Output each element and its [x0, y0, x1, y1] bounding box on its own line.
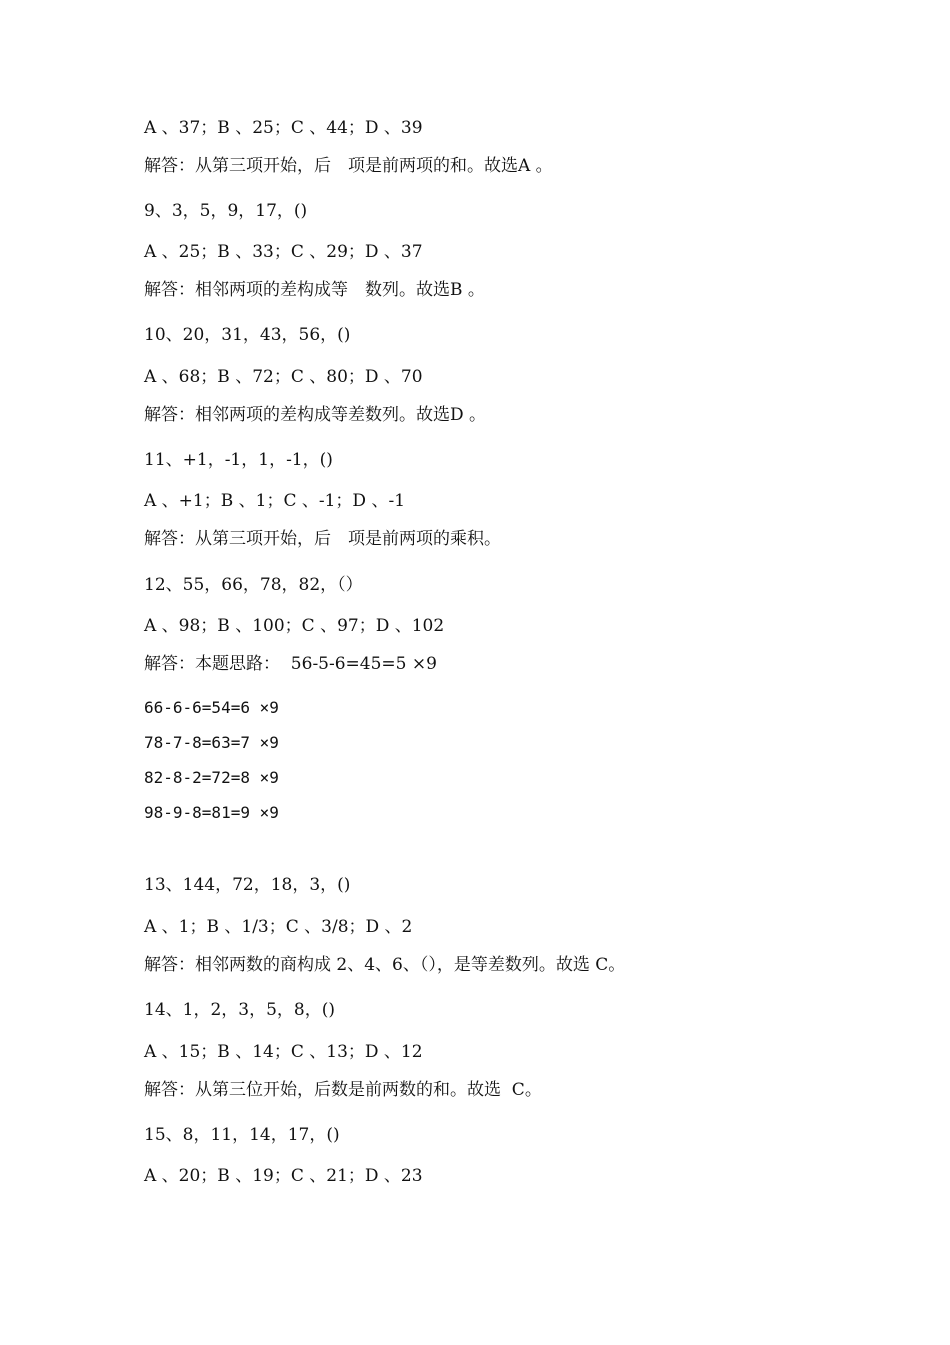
- options-line-q10: A 、68；B 、72；C 、80；D 、70: [144, 367, 423, 387]
- question-line-q13: 13、144，72，18，3，(): [144, 875, 351, 895]
- question-line-q10: 10、20，31，43，56，(): [144, 325, 351, 345]
- answer-line-q13: 解答：相邻两数的商构成 2、4、6、（），是等差数列。故选 C。: [144, 955, 626, 975]
- calc-line: 78-7-8=63=7 ×9: [144, 733, 279, 752]
- options-line-q8: A 、37；B 、25；C 、44；D 、39: [144, 118, 423, 138]
- question-line-q14: 14、1，2，3，5，8，(): [144, 1000, 335, 1020]
- answer-line-q12: 解答：本题思路： 56-5-6=45=5 ×9: [144, 654, 437, 674]
- question-line-q11: 11、+1，-1，1，-1，(): [144, 450, 333, 470]
- options-line-q11: A 、+1；B 、1；C 、-1；D 、-1: [144, 491, 406, 511]
- options-line-q9: A 、25；B 、33；C 、29；D 、37: [144, 242, 423, 262]
- calc-line: 98-9-8=81=9 ×9: [144, 803, 279, 822]
- answer-line-q11: 解答：从第三项开始，后 项是前两项的乘积。: [144, 529, 501, 549]
- answer-line-q9: 解答：相邻两项的差构成等 数列。故选B 。: [144, 280, 485, 300]
- calc-line: 82-8-2=72=8 ×9: [144, 768, 279, 787]
- options-line-q15: A 、20；B 、19；C 、21；D 、23: [144, 1166, 423, 1186]
- question-line-q9: 9、3，5，9，17，(): [144, 201, 308, 221]
- question-line-q15: 15、8，11，14，17，(): [144, 1125, 340, 1145]
- options-line-q12: A 、98；B 、100；C 、97；D 、102: [144, 616, 445, 636]
- answer-line-q10: 解答：相邻两项的差构成等差数列。故选D 。: [144, 405, 487, 425]
- answer-line-q14: 解答：从第三位开始，后数是前两数的和。故选 C。: [144, 1080, 542, 1100]
- question-line-q12: 12、55，66，78，82，（）: [144, 575, 363, 595]
- calc-line: 66-6-6=54=6 ×9: [144, 698, 279, 717]
- options-line-q14: A 、15；B 、14；C 、13；D 、12: [144, 1042, 423, 1062]
- answer-line-q8: 解答：从第三项开始，后 项是前两项的和。故选A 。: [144, 156, 553, 176]
- options-line-q13: A 、1；B 、1/3；C 、3/8；D 、2: [144, 917, 413, 937]
